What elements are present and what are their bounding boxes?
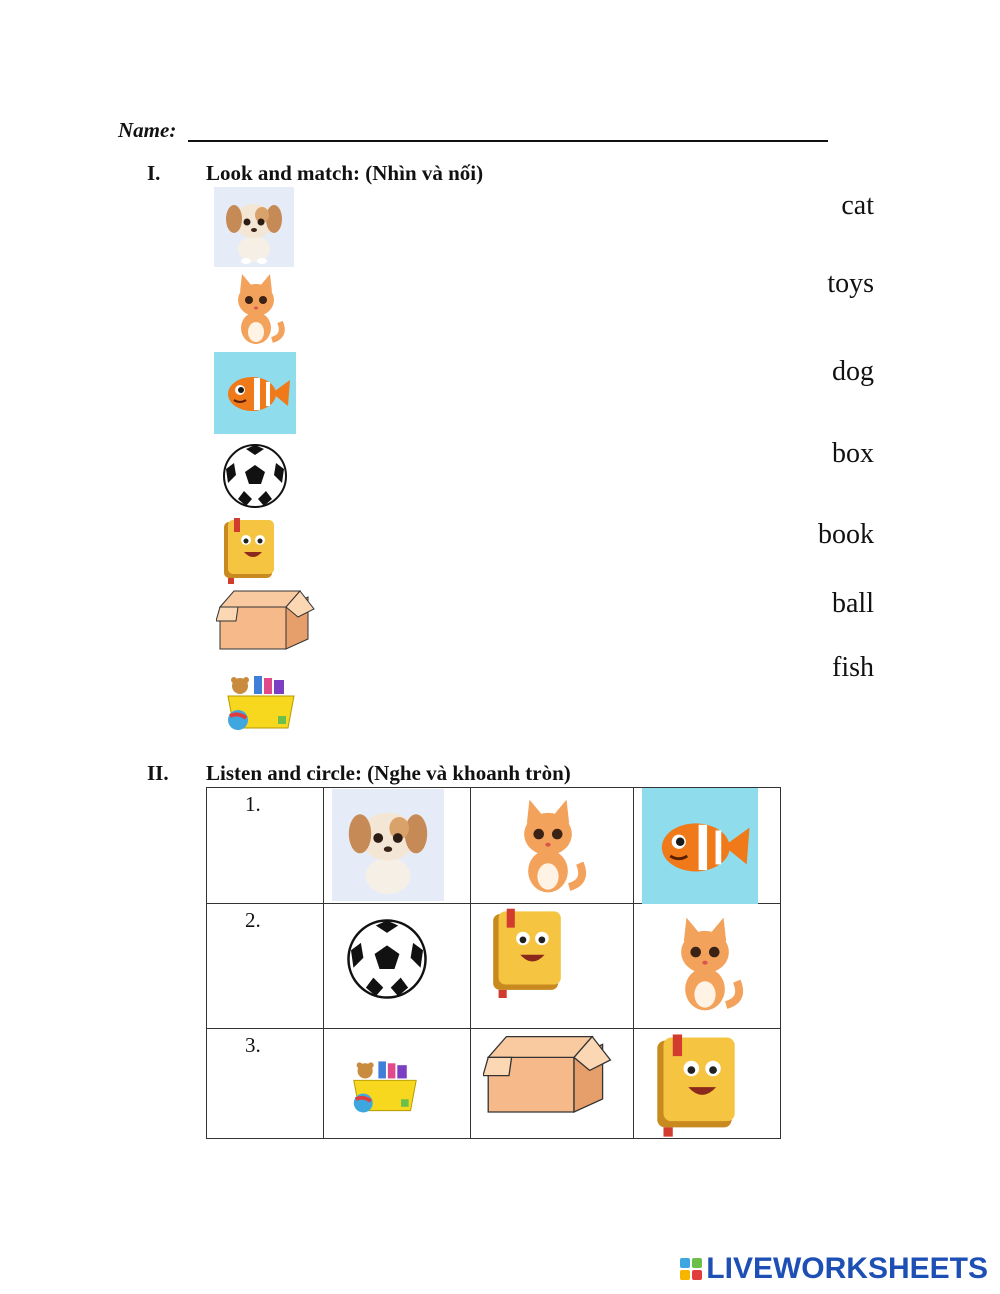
choice-cell[interactable] (634, 904, 781, 1029)
match-word[interactable]: cat (841, 190, 874, 221)
name-input-line[interactable] (188, 140, 828, 142)
dog-icon[interactable] (214, 187, 294, 267)
cat-icon[interactable] (222, 270, 290, 348)
section1-title: Look and match: (Nhìn và nối) (206, 161, 484, 185)
book-icon[interactable] (218, 516, 280, 584)
choice-cell[interactable] (634, 788, 781, 904)
cat-icon[interactable] (503, 794, 593, 898)
choice-cell[interactable] (634, 1029, 781, 1139)
dog-icon[interactable] (332, 789, 444, 901)
section1-number: I. (147, 161, 161, 185)
ball-icon[interactable] (222, 443, 288, 509)
match-word[interactable]: fish (832, 652, 874, 683)
row-number: 3. (245, 1033, 261, 1057)
row-number-cell (207, 1029, 324, 1139)
match-word[interactable]: toys (827, 268, 874, 299)
ball-icon[interactable] (346, 918, 428, 1000)
liveworksheets-logo (680, 1252, 988, 1286)
choice-cell[interactable] (471, 1029, 634, 1139)
listen-circle-table (206, 787, 781, 1139)
box-icon[interactable] (483, 1031, 613, 1115)
section2-title: Listen and circle: (Nghe và khoanh tròn) (206, 761, 571, 785)
fish-icon[interactable] (642, 788, 758, 904)
row-number-cell (207, 788, 324, 904)
match-word[interactable]: ball (832, 588, 874, 619)
row-number: 2. (245, 908, 261, 932)
table-row (207, 1029, 781, 1139)
match-word[interactable]: box (832, 438, 874, 469)
fish-icon[interactable] (214, 352, 296, 434)
book-icon[interactable] (648, 1031, 744, 1137)
row-number-cell (207, 904, 324, 1029)
table-row (207, 904, 781, 1029)
match-word[interactable]: book (818, 519, 874, 550)
box-icon[interactable] (216, 587, 316, 651)
choice-cell[interactable] (324, 904, 471, 1029)
table-row (207, 788, 781, 904)
choice-cell[interactable] (471, 788, 634, 904)
choice-cell[interactable] (324, 788, 471, 904)
section2-number: II. (147, 761, 169, 785)
brand-text: LIVEWORKSHEETS (706, 1252, 988, 1285)
match-word[interactable]: dog (832, 356, 874, 387)
cat-icon[interactable] (660, 912, 750, 1016)
row-number: 1. (245, 792, 261, 816)
toys-icon[interactable] (350, 1057, 420, 1115)
toys-icon[interactable] (224, 672, 298, 732)
name-label: Name: (118, 118, 177, 142)
choice-cell[interactable] (324, 1029, 471, 1139)
choice-cell[interactable] (471, 904, 634, 1029)
brand-mark-icon (680, 1258, 702, 1280)
book-icon[interactable] (485, 906, 569, 998)
